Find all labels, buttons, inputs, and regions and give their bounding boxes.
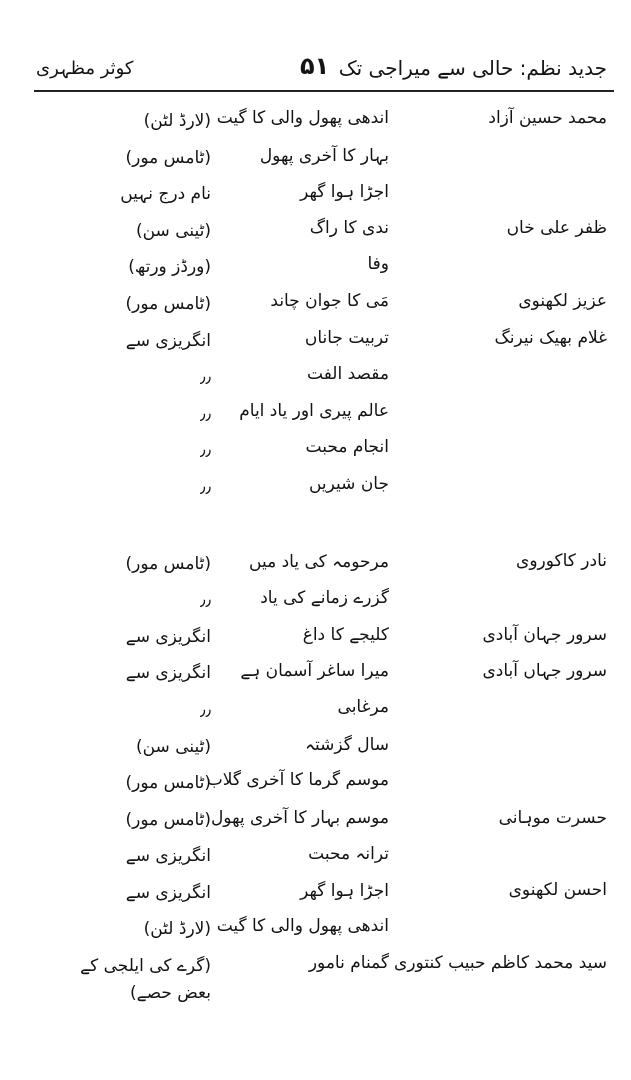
translation-source: (ٹامس مور) xyxy=(125,773,211,794)
entry-row xyxy=(0,547,631,584)
translation-source: انگریزی سے xyxy=(125,846,211,867)
translation-source: انگریزی سے xyxy=(125,663,211,684)
translation-source: (لارڈ لٹن) xyxy=(143,111,211,131)
poet-name: عزیز لکھنوی xyxy=(518,290,607,311)
translation-source: (لارڈ لٹن) xyxy=(143,919,211,940)
poem-title: موسم گرما کا آخری گلاب xyxy=(206,770,389,791)
book-title: جدید نظم: حالی سے میراجی تک xyxy=(338,56,607,80)
poet-name: احسن لکھنوی xyxy=(508,879,607,900)
poem-title: اجڑا ہوا گھر xyxy=(300,880,389,901)
translation-source: (ٹینی سن) xyxy=(135,736,211,757)
entry-row xyxy=(0,324,631,361)
poet-name: غلام بھیک نیرنگ xyxy=(494,327,607,348)
poem-title: عالم پیری اور یاد ایام xyxy=(239,400,389,421)
entry-row xyxy=(0,656,631,693)
translation-source: (ٹامس مور) xyxy=(125,809,211,830)
entry-row xyxy=(0,912,631,949)
poem-title: بہار کا آخری پھول xyxy=(259,145,389,166)
translation-source: ٫٫ xyxy=(199,476,211,497)
entry-row xyxy=(0,876,631,913)
poem-title: مرحومہ کی یاد میں xyxy=(249,551,389,572)
header-rule xyxy=(34,90,614,92)
entry-row xyxy=(0,839,631,876)
translation-source: انگریزی سے xyxy=(125,626,211,647)
translation-source: (ٹامس مور) xyxy=(125,293,211,314)
entry-row xyxy=(0,287,631,324)
entry-row xyxy=(0,583,631,620)
entry-row xyxy=(0,433,631,470)
author-name: کوثر مظہری xyxy=(36,58,134,79)
translation-source: انگریزی سے xyxy=(125,882,211,903)
poet-name: سید محمد کاظم حبیب کنتوری xyxy=(394,953,607,974)
poet-name: سرور جہان آبادی xyxy=(482,624,607,645)
poem-title: مقصد الفت xyxy=(307,364,389,385)
poem-title: مَی کا جوان چاند xyxy=(270,290,389,311)
poet-name: حسرت موہانی xyxy=(498,807,607,828)
entry-row xyxy=(0,730,631,767)
page-header xyxy=(0,52,631,90)
translation-source: نام درج نہیں xyxy=(120,184,211,205)
translation-source: انگریزی سے xyxy=(125,330,211,351)
poet-name: محمد حسین آزاد xyxy=(488,108,607,128)
poem-title: وفا xyxy=(367,254,389,275)
entry-row xyxy=(0,104,631,141)
translation-source: (ٹامس مور) xyxy=(125,553,211,574)
translation-source: ٫٫ xyxy=(199,440,211,461)
translation-source: (ٹامس مور) xyxy=(125,147,211,168)
entry-row xyxy=(0,214,631,251)
poem-title: موسم بہار کا آخری پھول xyxy=(210,807,389,828)
entry-row xyxy=(0,470,631,507)
poem-title: اندھی پھول والی کا گیت xyxy=(216,916,389,937)
translation-source: (ورڈز ورتھ) xyxy=(128,257,211,278)
translation-list xyxy=(0,104,631,1009)
poem-title: اجڑا ہوا گھر xyxy=(300,182,389,203)
entry-row xyxy=(0,397,631,434)
poem-title: جان شیریں xyxy=(308,473,389,494)
poet-name: سرور جہاں آبادی xyxy=(482,661,607,682)
poem-title: تربیت جاناں xyxy=(304,327,389,348)
translation-source: ٫٫ xyxy=(199,403,211,424)
poem-title: ندی کا راگ xyxy=(309,217,389,238)
poem-title: میرا ساغر آسمان ہے xyxy=(240,661,389,682)
entry-row xyxy=(0,620,631,657)
entry-row xyxy=(0,949,631,1009)
entry-row xyxy=(0,693,631,730)
entry-row xyxy=(0,803,631,840)
entry-row xyxy=(0,360,631,397)
poem-title: گزرے زمانے کی یاد xyxy=(260,588,389,609)
page-number: ۵۱ xyxy=(300,52,330,80)
poem-title: اندھی پھول والی کا گیت xyxy=(216,108,389,128)
poem-title: ترانہ محبت xyxy=(308,844,389,865)
translation-source: (گرے کی ایلجی کے بعض حصے) xyxy=(80,956,211,1004)
poet-name: ظفر علی خاں xyxy=(506,217,607,238)
poem-title: کلیجے کا داغ xyxy=(302,624,389,645)
poet-name: نادر کاکوروی xyxy=(516,550,607,571)
entry-row xyxy=(0,250,631,287)
poem-title: انجام محبت xyxy=(305,437,389,458)
entry-row xyxy=(0,766,631,803)
translation-source: ٫٫ xyxy=(199,590,211,611)
entry-row xyxy=(0,177,631,214)
translation-source: ٫٫ xyxy=(199,367,211,388)
translation-source: ٫٫ xyxy=(199,699,211,720)
poem-title: سال گزشتہ xyxy=(305,734,389,755)
entry-row xyxy=(0,141,631,178)
translation-source: (ٹینی سن) xyxy=(135,220,211,241)
poem-title: گمنام نامور xyxy=(308,953,389,974)
poem-title: مرغابی xyxy=(337,696,389,717)
